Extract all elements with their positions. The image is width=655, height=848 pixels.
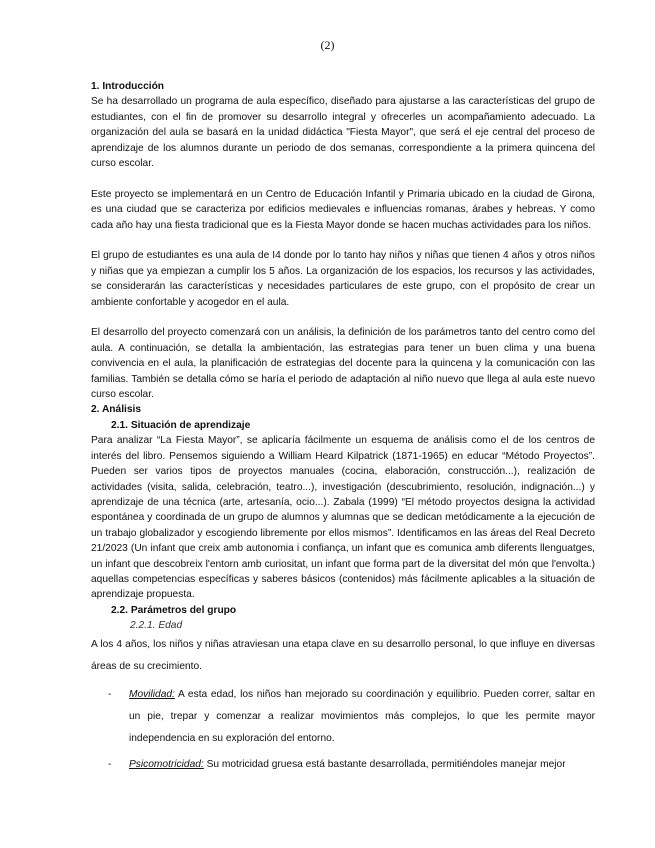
intro-paragraph-4: El desarrollo del proyecto comenzará con un análisis, la definición de los parámetros tanto del centro como del aula. A continuación, se detalla la ambientación, las estrategias para tener un buen clima y una buena convivencia en el aula, la planificación de estrategias del docente para la quincena y la comunicación con las familias. También se detalla cómo se haría el periodo de adaptación al niño nuevo que llega al aula este nuevo curso escolar. [91, 327, 595, 401]
intro-paragraph-3: El grupo de estudiantes es una aula de I4 donde por lo tanto hay niños y niñas que tienen 4 años y otros niños y niñas que ya empiezan a cumplir los 5 años. La organización de los espacios, los recursos y las actividades, se considerarán las características y necesidades particulares de este grupo, con el propósito de crear un ambiente confortable y acogedor en el aula. [91, 250, 595, 308]
section-2-1-heading: 2.1. Situación de aprendizaje [111, 419, 251, 431]
list-item-text: Su motricidad gruesa está bastante desarrollada, permitiéndoles manejar mejor [203, 758, 566, 770]
section-2-2-heading: 2.2. Parámetros del grupo [111, 604, 237, 616]
intro-paragraph-2: Este proyecto se implementará en un Centro de Educación Infantil y Primaria ubicado en la ciudad de Girona, es una ciudad que se caracteriza por edificios medievales e influencias romanas, árabes y hebreas. Y como cada año hay una fiesta tradicional que es la Fiesta Mayor donde se hacen muchas actividades para los niños. [91, 188, 595, 231]
list-item-term: Movilidad: [129, 688, 175, 700]
section-2-2-1-heading: 2.2.1. Edad [130, 620, 183, 632]
age-characteristics-list [91, 684, 595, 776]
section-1-heading: 1. Introducción [91, 81, 165, 92]
age-paragraph: A los 4 años, los niños y niñas atraviesan una etapa clave en su desarrollo personal, lo que influye en diversas áreas de su crecimiento. [91, 638, 595, 672]
list-item-term: Psicomotricidad: [129, 758, 204, 770]
learning-situation-paragraph: Para analizar “La Fiesta Mayor”, se aplicaría fácilmente un esquema de análisis como el de los centros de interés del libro. Pensemos siguiendo a William Heard Kilpatrick (1871-1965) en educar “Método Proyectos”. Pueden ser varios tipos de proyectos manuales (cocina, elaboración, construcción...), realización de actividades (visita, salida, celebración, teatro...), investigación (descubrimiento, resolución, indignación...) y aprendizaje de una técnica (arte, artesanía, ocio...). Zabala (1999) “El método proyectos designa la actividad espontánea y coordinada de un grupo de alumnos y alumnas que se dedican metódicamente a la ejecución de un trabajo globalizador y escogiendo libremente por ellos mismos”. Identificamos en las áreas del Real Decreto 21/2023 (Un infant que creix amb autonomia i confiança, un infant que es comunica amb diferents llenguatges, un infant que descobreix l'entorn amb curiositat, un infant que forma part de la diversitat del món que l'envolta.) aquellas competencias específicas y saberes básicos (contenidos) más fácilmente aplicables a la situación de aprendizaje propuesta. [91, 435, 595, 601]
list-item [91, 684, 595, 750]
list-item [91, 754, 595, 776]
section-2-heading: 2. Análisis [91, 404, 142, 416]
document-body [91, 79, 595, 780]
page-number: (2) [320, 38, 335, 52]
list-item-text: A esta edad, los niños han mejorado su coordinación y equilibrio. Pueden correr, saltar en un pie, trepar y comenzar a realizar movimientos más complejos, lo que les permite mayor independencia en su exploración del entorno. [129, 688, 595, 744]
intro-paragraph-1: Se ha desarrollado un programa de aula específico, diseñado para ajustarse a las características del grupo de estudiantes, con el fin de promover su desarrollo integral y ofrecerles un acompañamiento adecuado. La organización del aula se basará en la unidad didáctica "Fiesta Mayor", que será el eje central del proceso de aprendizaje de los alumnos durante un periodo de dos semanas, correspondiente a la primera quincena del curso escolar. [91, 96, 595, 170]
list-bullet: - [108, 688, 112, 700]
list-bullet: - [108, 758, 112, 770]
